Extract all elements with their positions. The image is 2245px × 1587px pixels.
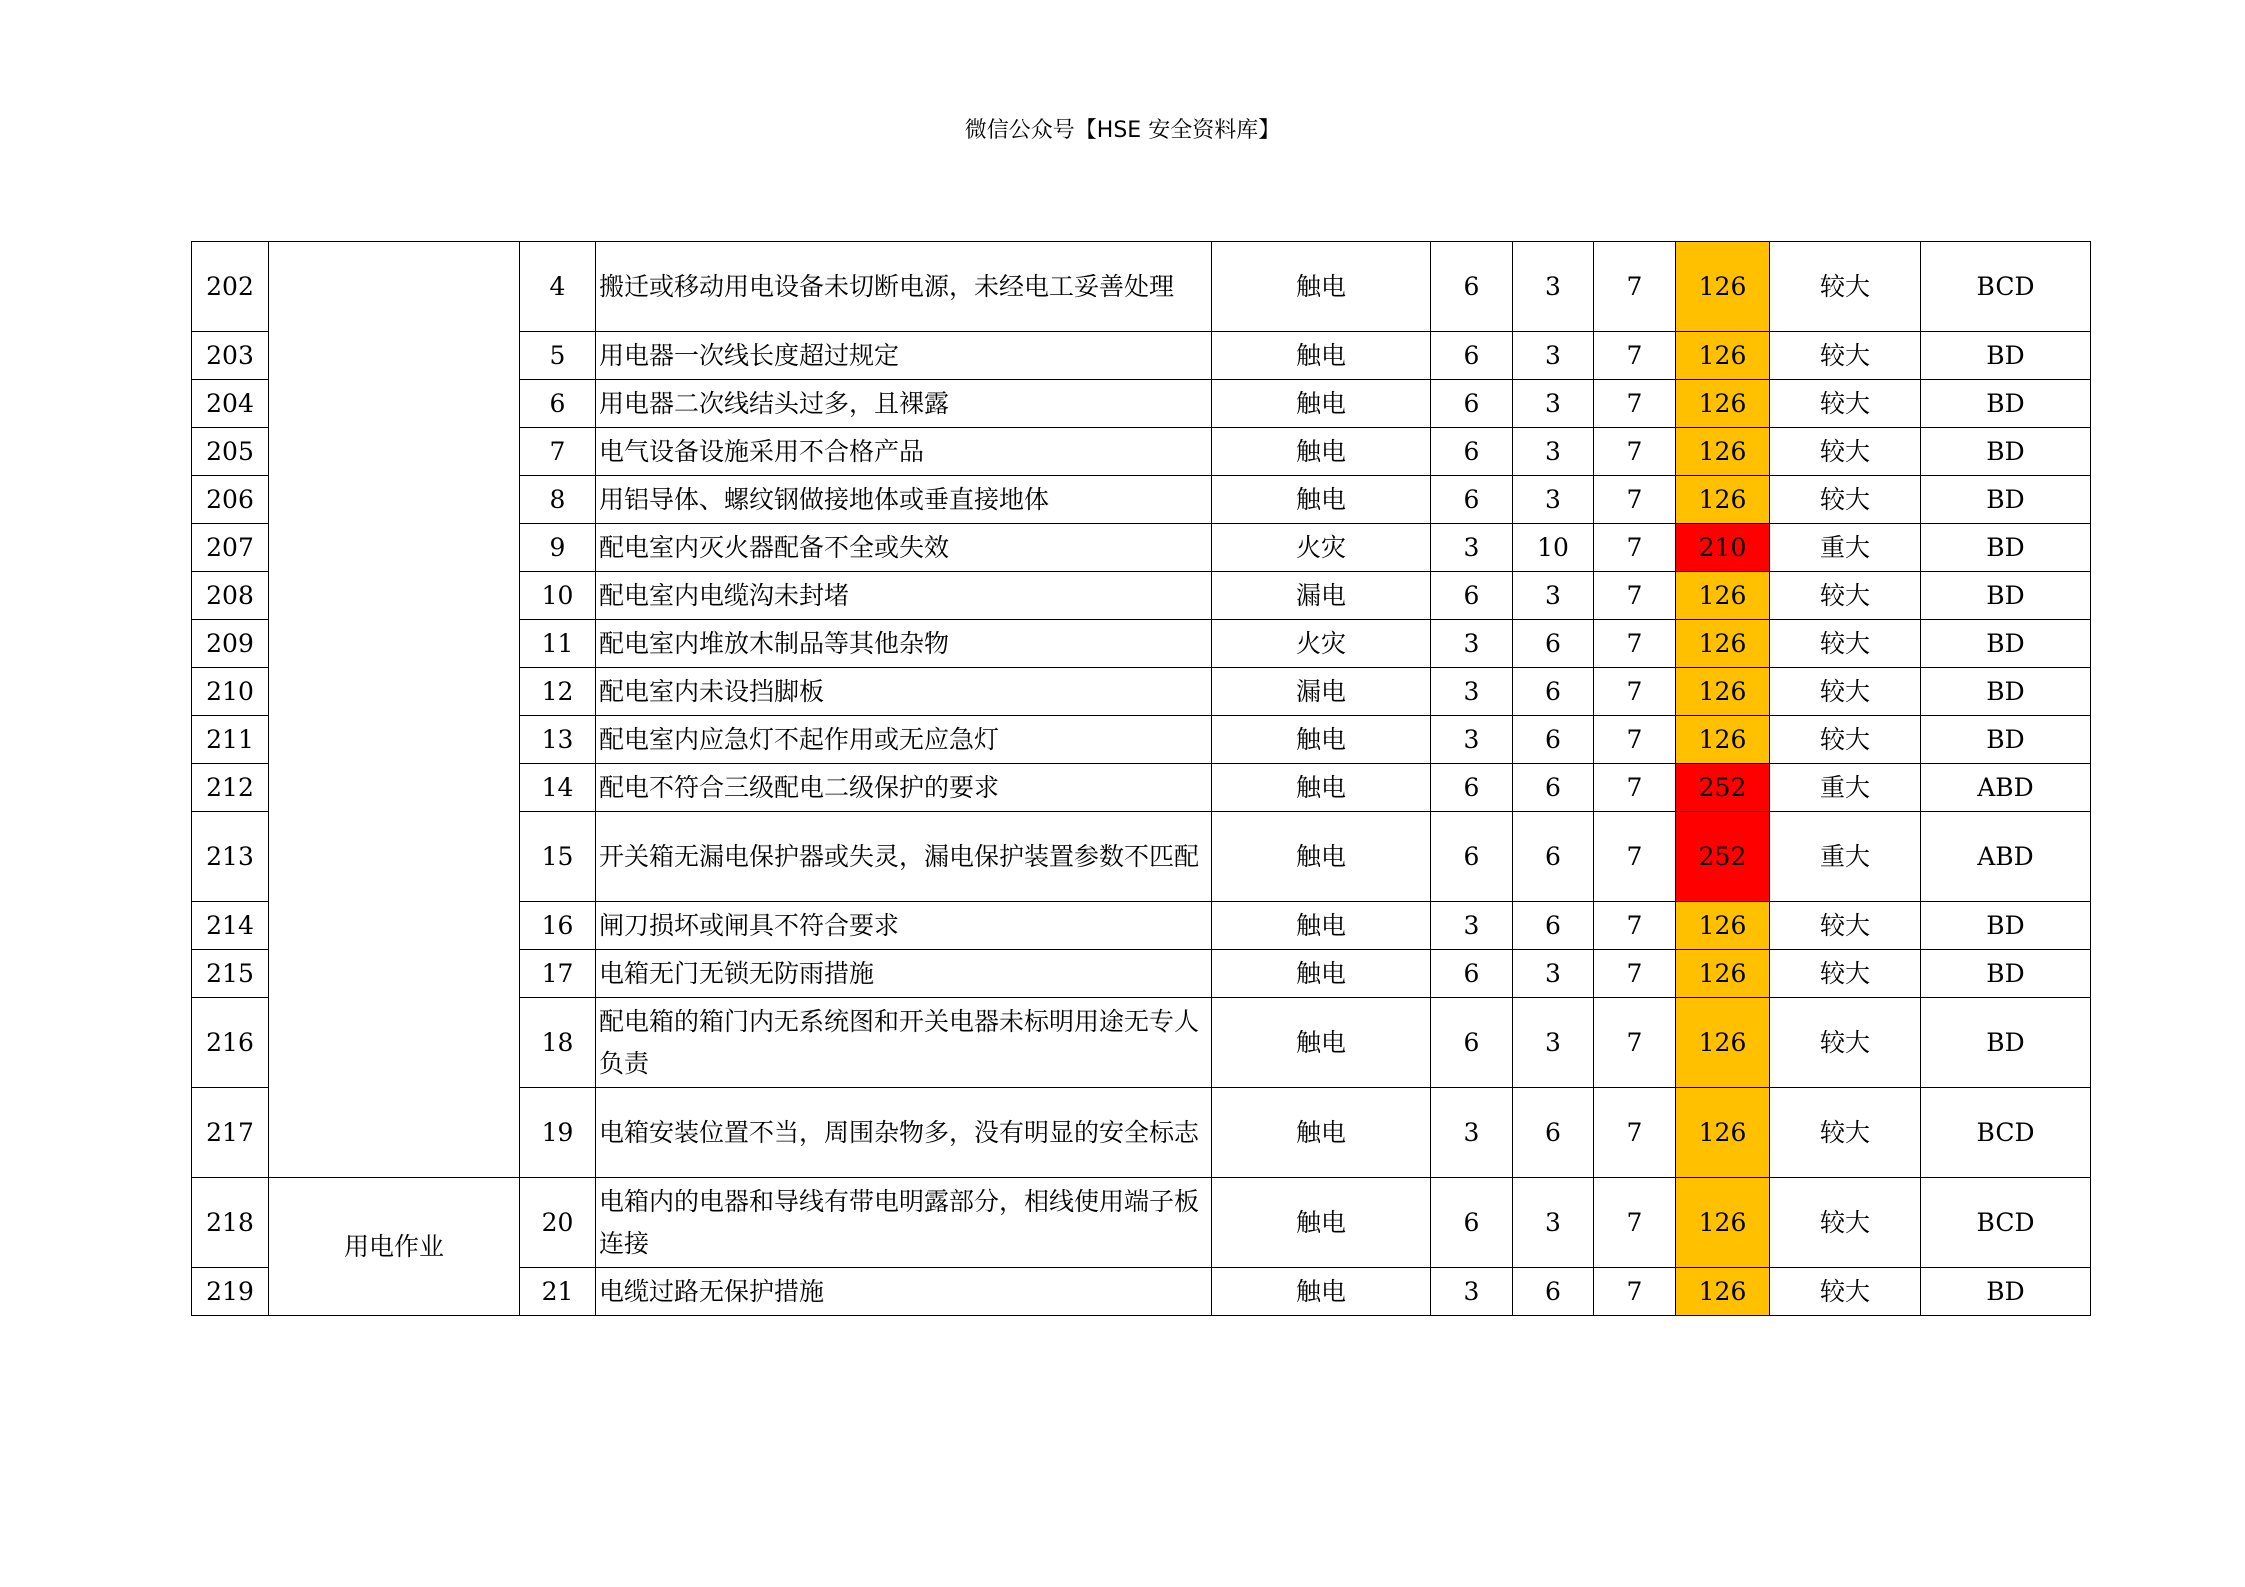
consequence-cell: 7 xyxy=(1594,1178,1676,1268)
item-number-cell: 20 xyxy=(520,1178,596,1268)
likelihood-cell: 3 xyxy=(1431,1268,1513,1316)
risk-level-cell: 较大 xyxy=(1770,572,1921,620)
exposure-cell: 6 xyxy=(1513,812,1594,902)
exposure-cell: 6 xyxy=(1513,764,1594,812)
control-measures-cell: BD xyxy=(1921,332,2091,380)
risk-score-cell: 126 xyxy=(1676,380,1770,428)
accident-type-cell: 触电 xyxy=(1212,764,1431,812)
control-measures-cell: BD xyxy=(1921,380,2091,428)
accident-type-cell: 触电 xyxy=(1212,242,1431,332)
hazard-description-cell: 电缆过路无保护措施 xyxy=(596,1268,1212,1316)
accident-type-cell: 触电 xyxy=(1212,902,1431,950)
consequence-cell: 7 xyxy=(1594,764,1676,812)
risk-score-cell: 252 xyxy=(1676,812,1770,902)
control-measures-cell: BCD xyxy=(1921,1088,2091,1178)
row-number-cell: 210 xyxy=(192,668,269,716)
hazard-description-cell: 搬迁或移动用电设备未切断电源，未经电工妥善处理 xyxy=(596,242,1212,332)
item-number-cell: 8 xyxy=(520,476,596,524)
likelihood-cell: 3 xyxy=(1431,902,1513,950)
control-measures-cell: BD xyxy=(1921,1268,2091,1316)
consequence-cell: 7 xyxy=(1594,950,1676,998)
item-number-cell: 4 xyxy=(520,242,596,332)
risk-score-cell: 126 xyxy=(1676,1178,1770,1268)
item-number-cell: 11 xyxy=(520,620,596,668)
item-number-cell: 6 xyxy=(520,380,596,428)
row-number-cell: 217 xyxy=(192,1088,269,1178)
risk-score-cell: 126 xyxy=(1676,902,1770,950)
risk-level-cell: 较大 xyxy=(1770,620,1921,668)
consequence-cell: 7 xyxy=(1594,332,1676,380)
exposure-cell: 3 xyxy=(1513,998,1594,1088)
item-number-cell: 21 xyxy=(520,1268,596,1316)
item-number-cell: 10 xyxy=(520,572,596,620)
item-number-cell: 19 xyxy=(520,1088,596,1178)
exposure-cell: 3 xyxy=(1513,1178,1594,1268)
hazard-description-cell: 电箱安装位置不当，周围杂物多，没有明显的安全标志 xyxy=(596,1088,1212,1178)
accident-type-cell: 触电 xyxy=(1212,428,1431,476)
control-measures-cell: BD xyxy=(1921,620,2091,668)
likelihood-cell: 6 xyxy=(1431,1178,1513,1268)
control-measures-cell: BD xyxy=(1921,998,2091,1088)
item-number-cell: 17 xyxy=(520,950,596,998)
accident-type-cell: 触电 xyxy=(1212,998,1431,1088)
row-number-cell: 215 xyxy=(192,950,269,998)
item-number-cell: 15 xyxy=(520,812,596,902)
exposure-cell: 3 xyxy=(1513,572,1594,620)
risk-level-cell: 重大 xyxy=(1770,524,1921,572)
hazard-description-cell: 用铝导体、螺纹钢做接地体或垂直接地体 xyxy=(596,476,1212,524)
likelihood-cell: 3 xyxy=(1431,524,1513,572)
accident-type-cell: 触电 xyxy=(1212,950,1431,998)
risk-assessment-table xyxy=(191,241,2091,1316)
row-number-cell: 212 xyxy=(192,764,269,812)
accident-type-cell: 触电 xyxy=(1212,332,1431,380)
control-measures-cell: BD xyxy=(1921,668,2091,716)
risk-level-cell: 较大 xyxy=(1770,332,1921,380)
likelihood-cell: 6 xyxy=(1431,332,1513,380)
risk-level-cell: 较大 xyxy=(1770,242,1921,332)
row-number-cell: 213 xyxy=(192,812,269,902)
accident-type-cell: 触电 xyxy=(1212,812,1431,902)
consequence-cell: 7 xyxy=(1594,902,1676,950)
hazard-description-cell: 配电室内应急灯不起作用或无应急灯 xyxy=(596,716,1212,764)
hazard-description-cell: 闸刀损坏或闸具不符合要求 xyxy=(596,902,1212,950)
risk-score-cell: 126 xyxy=(1676,620,1770,668)
likelihood-cell: 6 xyxy=(1431,242,1513,332)
row-number-cell: 203 xyxy=(192,332,269,380)
category-cell-blank xyxy=(269,242,520,1178)
accident-type-cell: 火灾 xyxy=(1212,524,1431,572)
risk-level-cell: 较大 xyxy=(1770,998,1921,1088)
risk-score-cell: 126 xyxy=(1676,1088,1770,1178)
item-number-cell: 18 xyxy=(520,998,596,1088)
exposure-cell: 3 xyxy=(1513,380,1594,428)
likelihood-cell: 6 xyxy=(1431,812,1513,902)
accident-type-cell: 火灾 xyxy=(1212,620,1431,668)
table-body xyxy=(192,242,2091,1316)
hazard-description-cell: 电气设备设施采用不合格产品 xyxy=(596,428,1212,476)
hazard-description-cell: 配电室内灭火器配备不全或失效 xyxy=(596,524,1212,572)
control-measures-cell: BD xyxy=(1921,950,2091,998)
likelihood-cell: 3 xyxy=(1431,1088,1513,1178)
risk-score-cell: 126 xyxy=(1676,1268,1770,1316)
likelihood-cell: 6 xyxy=(1431,950,1513,998)
risk-score-cell: 252 xyxy=(1676,764,1770,812)
control-measures-cell: ABD xyxy=(1921,812,2091,902)
exposure-cell: 6 xyxy=(1513,716,1594,764)
consequence-cell: 7 xyxy=(1594,716,1676,764)
risk-score-cell: 126 xyxy=(1676,242,1770,332)
risk-score-cell: 126 xyxy=(1676,950,1770,998)
risk-level-cell: 较大 xyxy=(1770,1268,1921,1316)
accident-type-cell: 触电 xyxy=(1212,1088,1431,1178)
risk-level-cell: 较大 xyxy=(1770,380,1921,428)
exposure-cell: 3 xyxy=(1513,476,1594,524)
exposure-cell: 6 xyxy=(1513,668,1594,716)
consequence-cell: 7 xyxy=(1594,668,1676,716)
risk-level-cell: 较大 xyxy=(1770,428,1921,476)
control-measures-cell: BD xyxy=(1921,716,2091,764)
accident-type-cell: 触电 xyxy=(1212,1268,1431,1316)
likelihood-cell: 6 xyxy=(1431,764,1513,812)
hazard-description-cell: 配电室内电缆沟未封堵 xyxy=(596,572,1212,620)
row-number-cell: 207 xyxy=(192,524,269,572)
likelihood-cell: 3 xyxy=(1431,716,1513,764)
exposure-cell: 3 xyxy=(1513,950,1594,998)
risk-score-cell: 210 xyxy=(1676,524,1770,572)
risk-level-cell: 较大 xyxy=(1770,668,1921,716)
likelihood-cell: 3 xyxy=(1431,668,1513,716)
likelihood-cell: 6 xyxy=(1431,998,1513,1088)
consequence-cell: 7 xyxy=(1594,1088,1676,1178)
exposure-cell: 10 xyxy=(1513,524,1594,572)
row-number-cell: 205 xyxy=(192,428,269,476)
row-number-cell: 209 xyxy=(192,620,269,668)
item-number-cell: 5 xyxy=(520,332,596,380)
consequence-cell: 7 xyxy=(1594,1268,1676,1316)
likelihood-cell: 6 xyxy=(1431,572,1513,620)
row-number-cell: 204 xyxy=(192,380,269,428)
exposure-cell: 6 xyxy=(1513,1268,1594,1316)
control-measures-cell: ABD xyxy=(1921,764,2091,812)
row-number-cell: 218 xyxy=(192,1178,269,1268)
accident-type-cell: 触电 xyxy=(1212,380,1431,428)
consequence-cell: 7 xyxy=(1594,242,1676,332)
risk-level-cell: 较大 xyxy=(1770,950,1921,998)
control-measures-cell: BD xyxy=(1921,902,2091,950)
exposure-cell: 3 xyxy=(1513,332,1594,380)
consequence-cell: 7 xyxy=(1594,572,1676,620)
hazard-description-cell: 用电器二次线结头过多，且裸露 xyxy=(596,380,1212,428)
row-number-cell: 216 xyxy=(192,998,269,1088)
consequence-cell: 7 xyxy=(1594,524,1676,572)
risk-score-cell: 126 xyxy=(1676,476,1770,524)
accident-type-cell: 触电 xyxy=(1212,476,1431,524)
control-measures-cell: BD xyxy=(1921,428,2091,476)
hazard-description-cell: 电箱无门无锁无防雨措施 xyxy=(596,950,1212,998)
risk-level-cell: 较大 xyxy=(1770,902,1921,950)
hazard-description-cell: 配电不符合三级配电二级保护的要求 xyxy=(596,764,1212,812)
accident-type-cell: 漏电 xyxy=(1212,572,1431,620)
risk-score-cell: 126 xyxy=(1676,428,1770,476)
item-number-cell: 13 xyxy=(520,716,596,764)
hazard-description-cell: 电箱内的电器和导线有带电明露部分，相线使用端子板连接 xyxy=(596,1178,1212,1268)
risk-score-cell: 126 xyxy=(1676,668,1770,716)
accident-type-cell: 触电 xyxy=(1212,1178,1431,1268)
hazard-description-cell: 用电器一次线长度超过规定 xyxy=(596,332,1212,380)
item-number-cell: 16 xyxy=(520,902,596,950)
hazard-description-cell: 配电箱的箱门内无系统图和开关电器未标明用途无专人负责 xyxy=(596,998,1212,1088)
risk-level-cell: 较大 xyxy=(1770,1088,1921,1178)
consequence-cell: 7 xyxy=(1594,428,1676,476)
control-measures-cell: BD xyxy=(1921,476,2091,524)
exposure-cell: 6 xyxy=(1513,620,1594,668)
row-number-cell: 206 xyxy=(192,476,269,524)
exposure-cell: 6 xyxy=(1513,902,1594,950)
table-row xyxy=(192,242,2091,332)
control-measures-cell: BCD xyxy=(1921,242,2091,332)
exposure-cell: 3 xyxy=(1513,242,1594,332)
consequence-cell: 7 xyxy=(1594,476,1676,524)
risk-level-cell: 较大 xyxy=(1770,476,1921,524)
page-header: 微信公众号【HSE 安全资料库】 xyxy=(964,118,1281,143)
likelihood-cell: 6 xyxy=(1431,428,1513,476)
risk-level-cell: 重大 xyxy=(1770,812,1921,902)
row-number-cell: 208 xyxy=(192,572,269,620)
row-number-cell: 219 xyxy=(192,1268,269,1316)
consequence-cell: 7 xyxy=(1594,620,1676,668)
item-number-cell: 7 xyxy=(520,428,596,476)
likelihood-cell: 6 xyxy=(1431,380,1513,428)
row-number-cell: 202 xyxy=(192,242,269,332)
consequence-cell: 7 xyxy=(1594,812,1676,902)
risk-score-cell: 126 xyxy=(1676,998,1770,1088)
hazard-description-cell: 配电室内未设挡脚板 xyxy=(596,668,1212,716)
consequence-cell: 7 xyxy=(1594,380,1676,428)
likelihood-cell: 6 xyxy=(1431,476,1513,524)
control-measures-cell: BCD xyxy=(1921,1178,2091,1268)
risk-score-cell: 126 xyxy=(1676,716,1770,764)
item-number-cell: 14 xyxy=(520,764,596,812)
control-measures-cell: BD xyxy=(1921,572,2091,620)
accident-type-cell: 漏电 xyxy=(1212,668,1431,716)
exposure-cell: 6 xyxy=(1513,1088,1594,1178)
risk-score-cell: 126 xyxy=(1676,332,1770,380)
row-number-cell: 211 xyxy=(192,716,269,764)
item-number-cell: 9 xyxy=(520,524,596,572)
likelihood-cell: 3 xyxy=(1431,620,1513,668)
hazard-description-cell: 开关箱无漏电保护器或失灵，漏电保护装置参数不匹配 xyxy=(596,812,1212,902)
hazard-description-cell: 配电室内堆放木制品等其他杂物 xyxy=(596,620,1212,668)
risk-score-cell: 126 xyxy=(1676,572,1770,620)
accident-type-cell: 触电 xyxy=(1212,716,1431,764)
item-number-cell: 12 xyxy=(520,668,596,716)
risk-level-cell: 较大 xyxy=(1770,1178,1921,1268)
risk-level-cell: 较大 xyxy=(1770,716,1921,764)
consequence-cell: 7 xyxy=(1594,998,1676,1088)
control-measures-cell: BD xyxy=(1921,524,2091,572)
table-row xyxy=(192,1178,2091,1268)
exposure-cell: 3 xyxy=(1513,428,1594,476)
row-number-cell: 214 xyxy=(192,902,269,950)
risk-level-cell: 重大 xyxy=(1770,764,1921,812)
category-cell: 用电作业 xyxy=(269,1178,520,1316)
